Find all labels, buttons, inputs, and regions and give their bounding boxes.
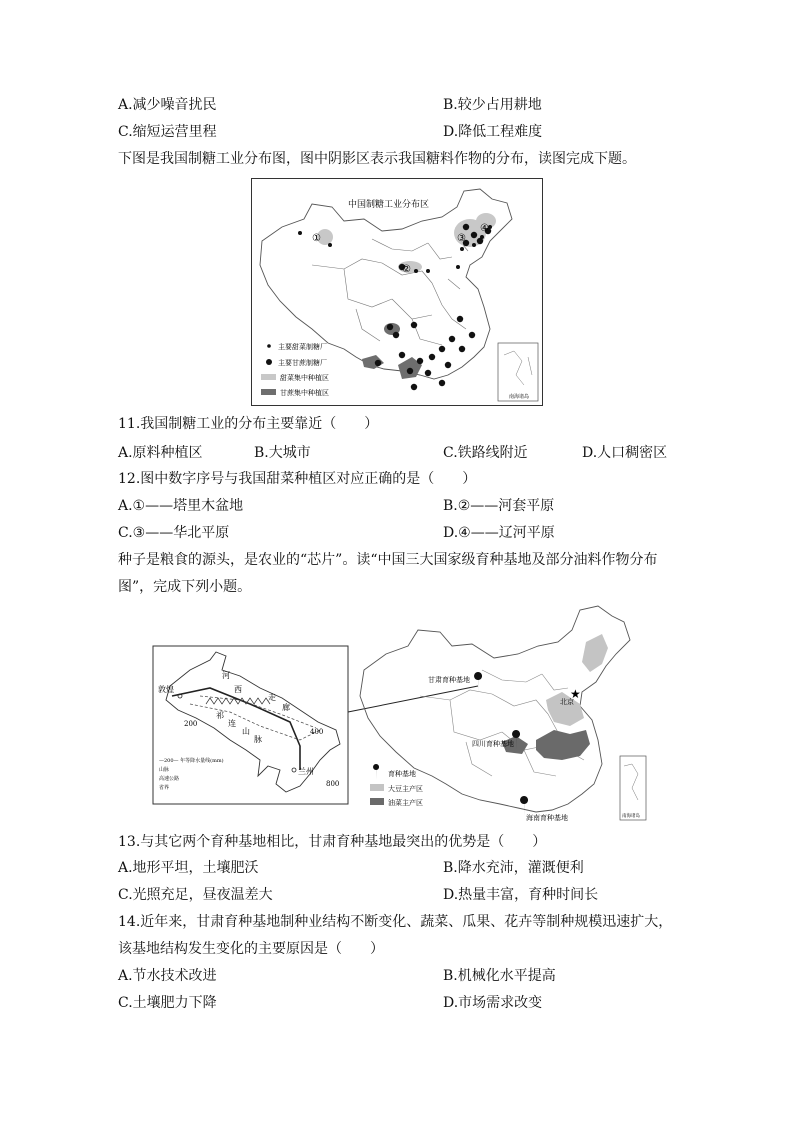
inset-label-1: 南海诸岛 — [509, 394, 530, 400]
seed-base-map — [150, 600, 648, 826]
q11-option-a: A.原料种植区 — [118, 445, 203, 461]
inset-label-2: 南海诸岛 — [622, 814, 640, 819]
q10-option-d: D.降低工程难度 — [443, 124, 543, 140]
gansu-base-pin — [474, 672, 482, 692]
inset-legend-highway: 高速公路 — [159, 776, 180, 782]
rapeseed-area-yangtze — [536, 730, 590, 760]
label-shan: 山 — [242, 727, 250, 736]
intro-seed-line2: 图”，完成下列小题。 — [118, 579, 252, 595]
q12-option-a: A.①——塔里木盆地 — [118, 498, 244, 514]
beijing-star-icon: ★ — [570, 687, 581, 701]
q14-option-c: C.土壤肥力下降 — [118, 995, 217, 1011]
legend-rapeseed: 油菜主产区 — [388, 799, 423, 807]
label-mai: 脉 — [254, 735, 262, 744]
q13-option-a: A.地形平坦，土壤肥沃 — [118, 860, 259, 876]
q12-option-b: B.②——河套平原 — [443, 498, 555, 514]
inset-legend-border: 省界 — [159, 785, 170, 791]
q12-option-c: C.③——华北平原 — [118, 525, 230, 541]
q11-option-b: B.大城市 — [254, 445, 311, 461]
label-he: 河 — [222, 671, 230, 680]
marker-1: ① — [312, 233, 321, 244]
label-qi: 祁 — [216, 711, 224, 720]
legend-cane-area: 甘蔗集中种植区 — [280, 389, 329, 397]
label-800: 800 — [326, 780, 340, 788]
legend-cane-factory-symbol — [266, 359, 272, 365]
intro-seed-line1: 种子是粮食的源头，是农业的“芯片”。读“中国三大国家级育种基地及部分油料作物分布 — [118, 552, 658, 568]
seed-map-svg — [150, 600, 648, 826]
legend-beet-area-symbol — [261, 374, 276, 380]
inset-connector — [348, 686, 478, 712]
q11-option-c: C.铁路线附近 — [443, 445, 528, 461]
legend-rapeseed-symbol — [370, 798, 384, 805]
map1-title: 中国制糖工业分布区 — [348, 200, 430, 210]
q11-stem: 11.我国制糖工业的分布主要靠近（ ） — [118, 416, 379, 432]
legend-beet-area: 甜菜集中种植区 — [280, 374, 329, 382]
q12-option-d: D.④——辽河平原 — [443, 525, 555, 541]
soybean-area-northeast — [582, 634, 608, 672]
legend-cane-factory: 主要甘蔗制糖厂 — [278, 359, 327, 367]
q14-option-b: B.机械化水平提高 — [443, 968, 556, 984]
legend-cane-area-symbol — [261, 389, 276, 395]
q13-stem: 13.与其它两个育种基地相比，甘肃育种基地最突出的优势是（ ） — [118, 834, 547, 850]
inset-legend-mountain: 山脉 — [159, 767, 170, 773]
label-gansu-base: 甘肃育种基地 — [428, 676, 470, 684]
label-zou: 走 — [268, 693, 276, 702]
gansu-inset-box — [153, 646, 348, 804]
label-xi: 西 — [234, 685, 242, 694]
q11-option-d: D.人口稠密区 — [582, 445, 668, 461]
marker-3: ③ — [457, 233, 466, 244]
marker-4: ④ — [480, 223, 489, 234]
label-hainan-base: 海南育种基地 — [526, 814, 568, 822]
q13-option-d: D.热量丰富，育种时间长 — [443, 887, 599, 903]
sugar-map-svg — [252, 179, 542, 405]
q14-option-d: D.市场需求改变 — [443, 995, 543, 1011]
sugar-industry-map — [251, 178, 543, 406]
label-dunhuang: 敦煌 — [158, 685, 174, 694]
label-sichuan-base: 四川育种基地 — [472, 740, 514, 748]
label-lian: 连 — [228, 719, 236, 728]
label-lanzhou: 兰州 — [298, 767, 314, 776]
q10-option-a: A.减少噪音扰民 — [118, 97, 217, 113]
legend-seed-base-symbol — [373, 764, 379, 780]
intro-sugar-text: 下图是我国制糖工业分布图，图中阴影区表示我国糖料作物的分布，读图完成下题。 — [118, 151, 636, 167]
q14-stem-line2: 该基地结构发生变化的主要原因是（ ） — [118, 941, 384, 957]
label-lang: 廊 — [282, 703, 290, 712]
legend-seed-base: 育种基地 — [388, 770, 416, 778]
q13-option-b: B.降水充沛，灌溉便利 — [443, 860, 584, 876]
legend-soybean-symbol — [370, 784, 384, 791]
q10-option-b: B.较少占用耕地 — [443, 97, 542, 113]
china-outline-2 — [360, 606, 630, 812]
legend-soybean: 大豆主产区 — [388, 785, 423, 793]
q14-stem-line1: 14.近年来，甘肃育种基地制种业结构不断变化、蔬菜、瓜果、花卉等制种规模迅速扩大， — [118, 914, 673, 930]
inset-legend-isohyet: —200— 年等降水量线(mm) — [159, 758, 224, 764]
q14-option-a: A.节水技术改进 — [118, 968, 217, 984]
hainan-base-pin — [520, 796, 528, 816]
legend-beet-factory: 主要甜菜制糖厂 — [278, 343, 327, 351]
label-beijing: 北京 — [560, 698, 574, 706]
legend-beet-factory-symbol — [267, 344, 271, 348]
south-sea-inset — [498, 343, 538, 401]
q12-stem: 12.图中数字序号与我国甜菜种植区对应正确的是（ ） — [118, 471, 477, 487]
q13-option-c: C.光照充足，昼夜温差大 — [118, 887, 273, 903]
label-200: 200 — [184, 720, 198, 728]
label-400: 400 — [310, 728, 324, 736]
marker-2: ② — [402, 264, 411, 275]
q10-option-c: C.缩短运营里程 — [118, 124, 217, 140]
